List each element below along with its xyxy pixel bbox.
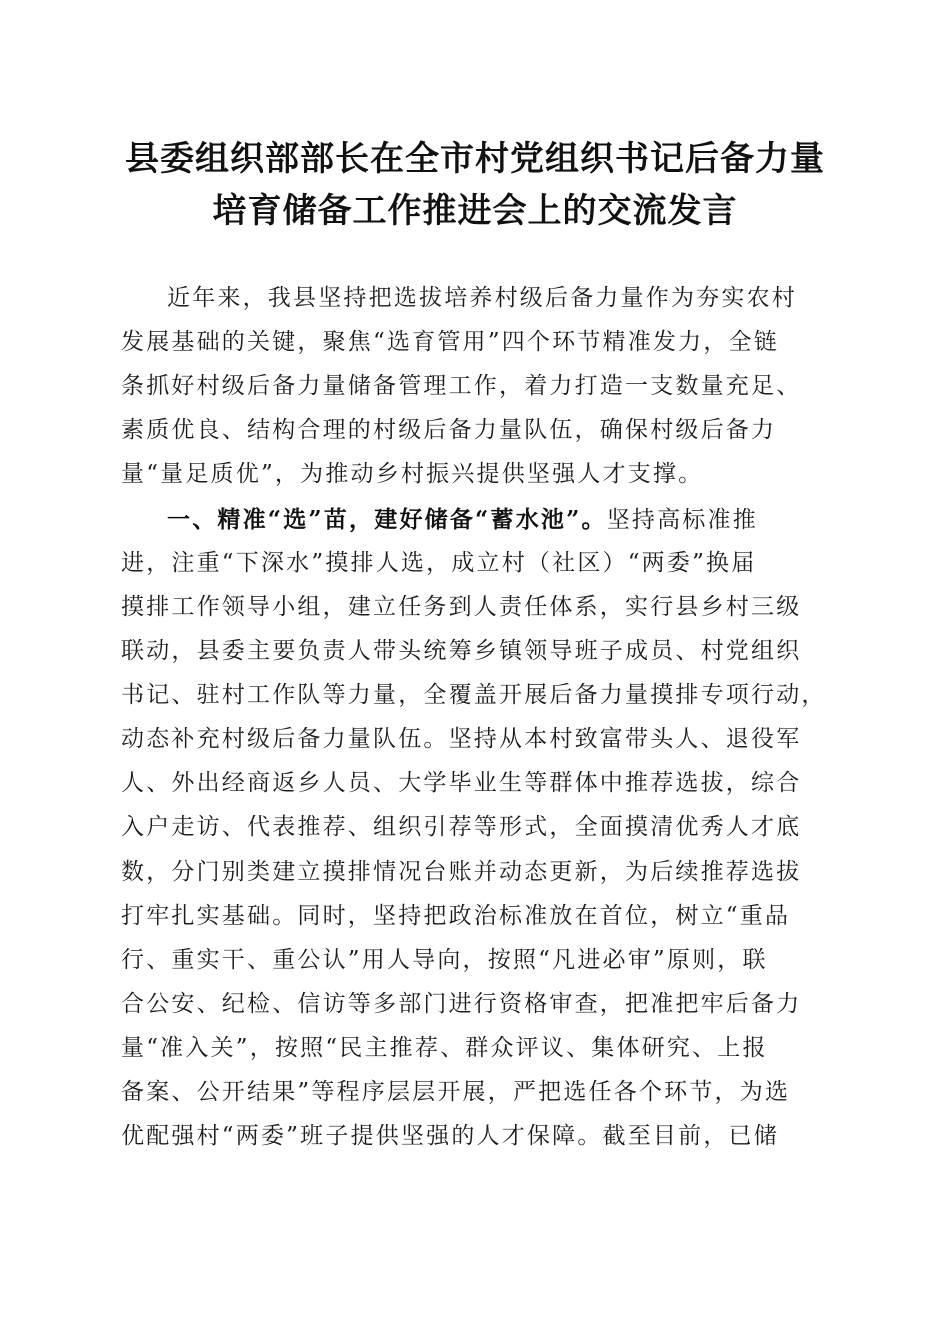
paragraph-1-line: 近年来，我县坚持把选拔培养村级后备力量作为夯实农村	[167, 285, 797, 311]
paragraph-2-line: 书记、驻村工作队等力量，全覆盖开展后备力量摸排专项行动，	[121, 682, 827, 708]
paragraph-1-line: 发展基础的关键，聚焦“选育管用”四个环节精准发力，全链	[121, 329, 779, 355]
paragraph-2-line: 量“准入关”，按照“民主推荐、群众评议、集体研究、上报	[121, 1035, 768, 1061]
paragraph-2-line: 数，分门别类建立摸排情况台账并动态更新，为后续推荐选拔	[121, 859, 802, 885]
paragraph-1-line: 素质优良、结构合理的村级后备力量队伍，确保村级后备力	[121, 417, 777, 443]
document-title-line-1: 县委组织部部长在全市村党组织书记后备力量	[125, 139, 825, 179]
paragraph-2-line: 人、外出经商返乡人员、大学毕业生等群体中推荐选拔，综合	[121, 770, 802, 796]
paragraph-2-line: 备案、公开结果”等程序层层开展，严把选任各个环节，为选	[121, 1079, 791, 1105]
paragraph-2-line: 行、重实干、重公认”用人导向，按照“凡进必审”原则，联	[121, 947, 768, 973]
paragraph-2-first-line	[167, 497, 831, 542]
paragraph-2-line: 合公安、纪检、信访等多部门进行资格审查，把准把牢后备力	[121, 991, 802, 1017]
paragraph-2-first-text: 坚持高标准推	[606, 507, 758, 533]
paragraph-2-line: 打牢扎实基础。同时，坚持把政治标准放在首位，树立“重品	[121, 903, 791, 929]
paragraph-1-line: 量“量足质优”，为推动乡村振兴提供坚强人才支撑。	[121, 461, 704, 487]
paragraph-2-line: 进，注重“下深水”摸排人选，成立村（社区）“两委”换届	[121, 550, 757, 576]
section-heading: 一、精准“选”苗，建好储备“蓄水池”。	[167, 506, 607, 533]
paragraph-2-line: 入户走访、代表推荐、组织引荐等形式，全面摸清优秀人才底	[121, 814, 802, 840]
paragraph-2-line: 优配强村“两委”班子提供坚强的人才保障。截至目前，已储	[121, 1123, 779, 1149]
paragraph-1-line: 条抓好村级后备力量储备管理工作，着力打造一支数量充足、	[121, 373, 802, 399]
paragraph-2-line: 摸排工作领导小组，建立任务到人责任体系，实行县乡村三级	[121, 594, 802, 620]
document-title-line-2: 培育储备工作推进会上的交流发言	[212, 191, 738, 231]
paragraph-2-line: 联动，县委主要负责人带头统筹乡镇领导班子成员、村党组织	[121, 638, 802, 664]
paragraph-2-line: 动态补充村级后备力量队伍。坚持从本村致富带头人、退役军	[121, 726, 802, 752]
